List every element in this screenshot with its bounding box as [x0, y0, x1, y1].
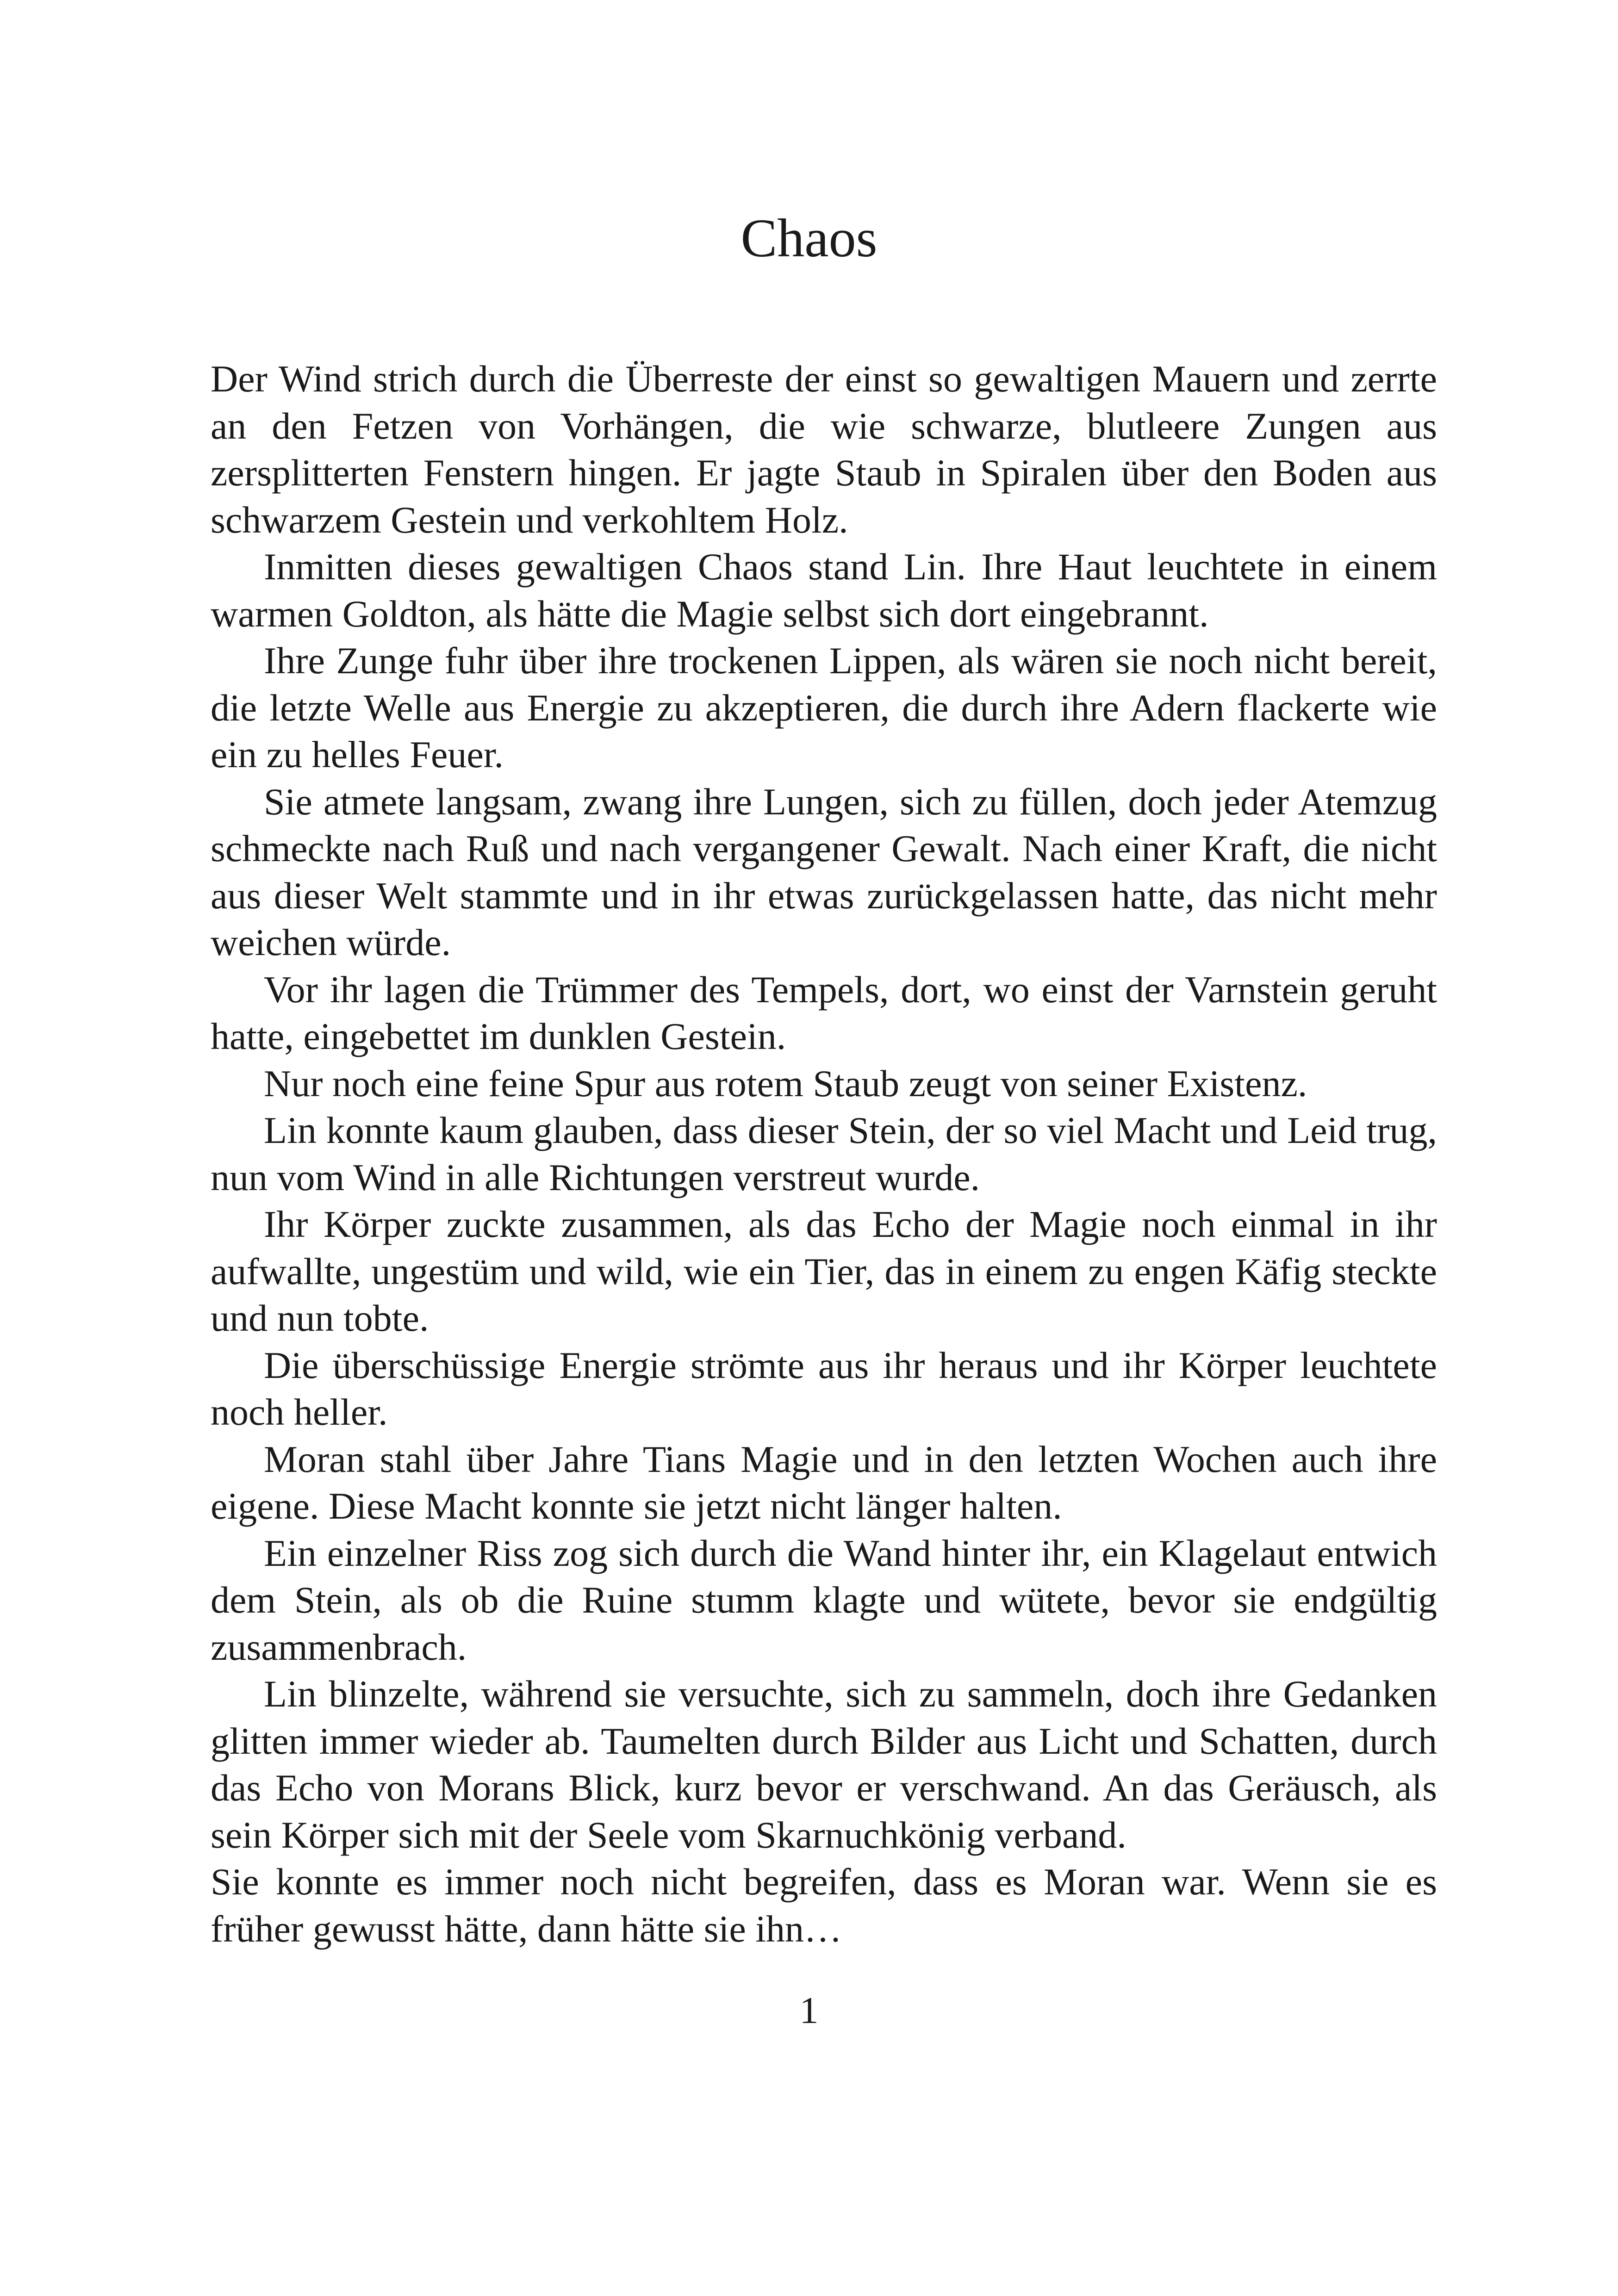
chapter-body — [211, 355, 1437, 1952]
paragraph: Lin blinzelte, während sie versuchte, sich zu sammeln, doch ihre Gedanken glitten immer wieder ab. Taumelten durch Bilder aus Licht und Schatten, durch das Echo von Morans Blick, kurz bevor er verschwand. An das Geräusch, als sein Körper sich mit der Seele vom Skarnuchkönig verband. — [211, 1673, 1437, 1856]
paragraph: Der Wind strich durch die Überreste der einst so gewaltigen Mauern und zerrte an den Fetzen von Vorhängen, die wie schwarze, blutleere Zungen aus zersplitterten Fenstern hingen. Er jagte Staub in Spiralen über den Boden aus schwarzem Gestein und verkohltem Holz. — [211, 358, 1437, 541]
paragraph: Ein einzelner Riss zog sich durch die Wand hinter ihr, ein Klagelaut entwich dem Stein, als ob die Ruine stumm klagte und wütete, bevor sie endgültig zusammenbrach. — [211, 1532, 1437, 1668]
paragraph: Sie konnte es immer noch nicht begreifen, dass es Moran war. Wenn sie es früher gewusst hätte, dann hätte sie ihn… — [211, 1861, 1437, 1950]
paragraph: Inmitten dieses gewaltigen Chaos stand Lin. Ihre Haut leuchtete in einem warmen Goldton, als hätte die Magie selbst sich dort eingebrannt. — [211, 546, 1437, 635]
page-number: 1 — [799, 1989, 819, 2031]
paragraph: Lin konnte kaum glauben, dass dieser Stein, der so viel Macht und Leid trug, nun vom Wind in alle Richtungen verstreut wurde. — [211, 1109, 1437, 1198]
paragraph: Sie atmete langsam, zwang ihre Lungen, sich zu füllen, doch jeder Atemzug schmeckte nach Ruß und nach vergangener Gewalt. Nach einer Kraft, die nicht aus dieser Welt stammte und in ihr etwas zurückgelassen hatte, das nicht mehr weichen würde. — [211, 780, 1437, 963]
paragraph: Ihre Zunge fuhr über ihre trockenen Lippen, als wären sie noch nicht bereit, die letzte Welle aus Energie zu akzeptieren, die durch ihre Adern flackerte wie ein zu helles Feuer. — [211, 639, 1437, 776]
paragraph: Moran stahl über Jahre Tians Magie und in den letzten Wochen auch ihre eigene. Diese Macht konnte sie jetzt nicht länger halten. — [211, 1438, 1437, 1527]
chapter-title: Chaos — [741, 208, 877, 268]
paragraph: Ihr Körper zuckte zusammen, als das Echo der Magie noch einmal in ihr aufwallte, ungestüm und wild, wie ein Tier, das in einem zu engen Käfig steckte und nun tobte. — [211, 1203, 1437, 1339]
paragraph: Vor ihr lagen die Trümmer des Tempels, dort, wo einst der Varnstein geruht hatte, eingebettet im dunklen Gestein. — [211, 968, 1437, 1057]
paragraph: Nur noch eine feine Spur aus rotem Staub zeugt von seiner Existenz. — [264, 1062, 1307, 1105]
paragraph: Die überschüssige Energie strömte aus ihr heraus und ihr Körper leuchtete noch heller. — [211, 1344, 1437, 1433]
